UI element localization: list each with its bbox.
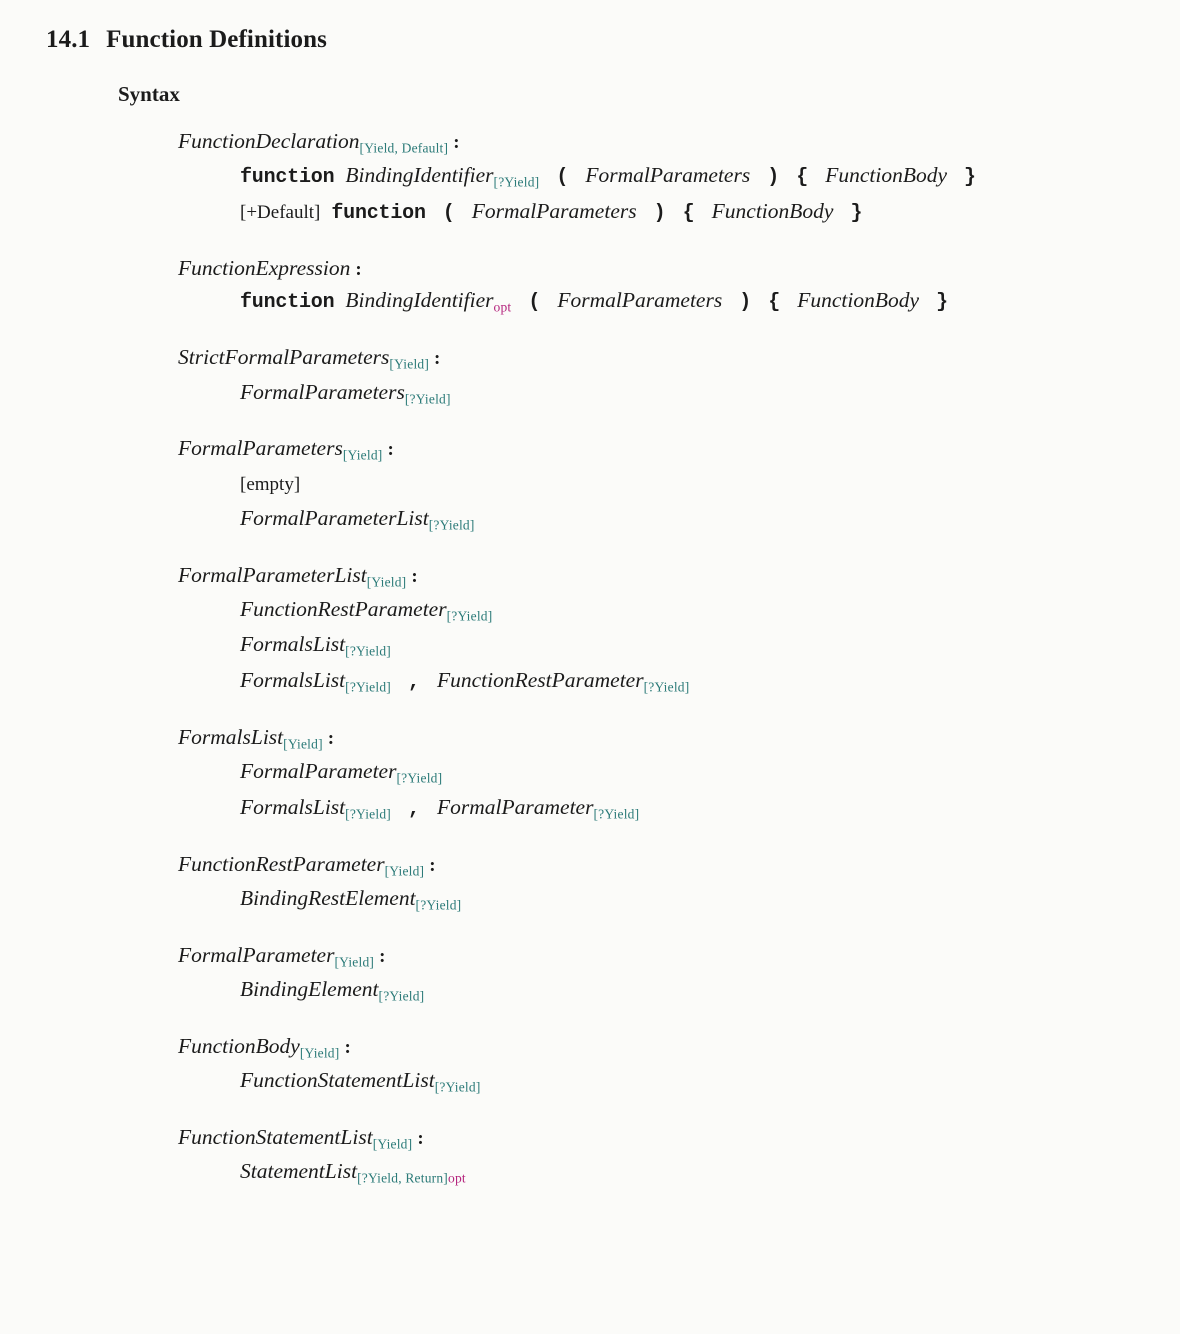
production-lhs	[178, 256, 1180, 281]
syntax-heading: Syntax	[118, 82, 180, 106]
parameter-subscript: [?Yield]	[434, 1079, 481, 1095]
grammar-production	[178, 436, 1180, 536]
terminal-punctuation: {	[768, 291, 781, 315]
grammar-production	[178, 1125, 1180, 1190]
production-alternative	[240, 1154, 1180, 1190]
terminal-punctuation: )	[767, 166, 780, 190]
production-colon: :	[327, 728, 335, 750]
grammar-production	[178, 256, 1180, 319]
terminal-punctuation: {	[682, 202, 695, 226]
parameter-subscript: [Yield]	[283, 736, 323, 752]
production-lhs	[178, 1034, 1180, 1061]
production-alternative	[240, 158, 1180, 194]
nonterminal-reference: FunctionRestParameter	[240, 596, 447, 621]
production-colon: :	[429, 854, 436, 876]
production-lhs	[178, 852, 1180, 879]
nonterminal-name: FunctionExpression	[178, 256, 351, 281]
grammar-modifier: [empty]	[240, 473, 301, 495]
production-lhs	[178, 436, 1180, 463]
terminal-keyword: function	[240, 166, 335, 190]
parameter-subscript: [?Yield]	[345, 679, 391, 695]
production-alternative	[240, 972, 1180, 1008]
nonterminal-reference: FormalParameters	[471, 199, 637, 224]
production-colon: :	[379, 945, 386, 967]
parameter-subscript: [?Yield]	[404, 390, 451, 406]
nonterminal-name: FunctionRestParameter	[178, 851, 385, 876]
production-colon: :	[453, 132, 460, 153]
parameter-subscript: [?Yield]	[345, 643, 391, 659]
parameter-subscript: [Yield]	[334, 954, 375, 970]
production-alternative	[240, 283, 1180, 319]
nonterminal-reference: FormalParameterList	[240, 505, 429, 530]
terminal-punctuation: (	[556, 166, 569, 190]
document-page	[0, 26, 1180, 1334]
terminal-punctuation: )	[739, 291, 752, 315]
production-alternative	[240, 375, 1180, 411]
grammar-production	[178, 129, 1180, 230]
nonterminal-reference: FormalParameters	[240, 379, 405, 404]
nonterminal-reference: FormalParameter	[240, 759, 397, 784]
nonterminal-reference: FunctionRestParameter	[437, 668, 644, 693]
production-colon: :	[387, 439, 394, 461]
nonterminal-reference: BindingElement	[240, 977, 379, 1002]
nonterminal-reference: BindingIdentifier	[345, 288, 494, 313]
nonterminal-reference: FormalsList	[240, 668, 346, 693]
terminal-keyword: function	[331, 202, 426, 226]
parameter-subscript: [?Yield, Return]	[357, 1170, 448, 1186]
nonterminal-name: FunctionBody	[178, 1033, 300, 1058]
nonterminal-reference: FormalsList	[240, 794, 346, 819]
parameter-subscript: [?Yield]	[493, 174, 540, 190]
terminal-punctuation: )	[653, 202, 666, 226]
production-alternative	[240, 881, 1180, 917]
production-alternative	[240, 592, 1180, 628]
nonterminal-name: FunctionStatementList	[178, 1124, 373, 1149]
terminal-keyword: function	[240, 291, 335, 315]
terminal-punctuation: }	[936, 291, 949, 315]
nonterminal-name: FunctionDeclaration	[178, 129, 360, 153]
production-alternative	[240, 790, 1180, 826]
terminal-punctuation: {	[796, 166, 809, 190]
parameter-subscript: [Yield]	[299, 1045, 340, 1061]
nonterminal-reference: BindingRestElement	[240, 886, 416, 911]
production-lhs	[178, 345, 1180, 372]
parameter-subscript: [?Yield]	[415, 897, 462, 913]
nonterminal-reference: FunctionStatementList	[240, 1068, 435, 1093]
grammar-production	[178, 725, 1180, 826]
parameter-subscript: [Yield]	[366, 573, 407, 589]
nonterminal-reference: BindingIdentifier	[345, 163, 494, 188]
production-colon: :	[355, 259, 362, 281]
nonterminal-reference: FunctionBody	[797, 288, 920, 313]
nonterminal-reference: FormalParameters	[585, 163, 751, 188]
production-lhs	[178, 1125, 1180, 1152]
production-lhs	[178, 943, 1180, 970]
nonterminal-name: FormalParameter	[178, 942, 335, 967]
nonterminal-reference: FormalsList	[240, 632, 346, 657]
parameter-subscript: [Yield]	[342, 447, 383, 463]
clause-number: 14.1	[46, 26, 91, 53]
nonterminal-name: FormalParameterList	[178, 562, 367, 587]
nonterminal-reference: FormalParameters	[557, 288, 723, 313]
terminal-punctuation: ,	[407, 671, 420, 695]
parameter-subscript: [Yield]	[384, 863, 425, 879]
parameter-subscript: [?Yield]	[428, 517, 475, 533]
production-alternative	[240, 663, 1180, 699]
parameter-subscript: [?Yield]	[446, 608, 493, 624]
production-lhs	[178, 725, 1180, 752]
nonterminal-name: StrictFormalParameters	[178, 345, 390, 370]
optional-subscript: opt	[493, 299, 512, 315]
terminal-punctuation: ,	[407, 797, 420, 821]
clause-title-text: Function Definitions	[106, 26, 327, 53]
parameter-subscript: [Yield]	[372, 1135, 413, 1151]
production-alternative	[240, 194, 1180, 230]
grammar-modifier: [+Default]	[240, 202, 321, 224]
parameter-subscript: [?Yield]	[378, 988, 425, 1004]
nonterminal-reference: StatementList	[240, 1158, 358, 1183]
nonterminal-reference: FunctionBody	[825, 163, 948, 188]
page-title	[46, 26, 1180, 54]
parameter-subscript: [?Yield]	[345, 806, 391, 822]
grammar-production	[178, 1034, 1180, 1099]
terminal-punctuation: (	[442, 202, 455, 226]
production-alternative	[240, 754, 1180, 790]
production-colon: :	[434, 348, 441, 370]
production-lhs	[178, 129, 1180, 156]
nonterminal-reference: FormalParameter	[437, 794, 594, 819]
grammar-productions	[178, 129, 1180, 1189]
production-colon: :	[411, 565, 418, 587]
production-alternative	[240, 501, 1180, 537]
production-alternative	[240, 466, 1180, 501]
parameter-subscript: [?Yield]	[643, 679, 690, 695]
nonterminal-name: FormalsList	[178, 725, 284, 750]
parameter-subscript: [?Yield]	[396, 770, 443, 786]
nonterminal-reference: FunctionBody	[711, 199, 834, 224]
grammar-production	[178, 943, 1180, 1008]
production-lhs	[178, 563, 1180, 590]
production-alternative	[240, 627, 1180, 663]
terminal-punctuation: (	[528, 291, 541, 315]
optional-subscript: opt	[448, 1170, 466, 1186]
parameter-subscript: [Yield, Default]	[359, 140, 449, 156]
production-colon: :	[344, 1036, 351, 1058]
parameter-subscript: [Yield]	[389, 356, 430, 372]
grammar-production	[178, 852, 1180, 917]
grammar-production	[178, 563, 1180, 699]
terminal-punctuation: }	[964, 166, 977, 190]
terminal-punctuation: }	[850, 202, 863, 226]
nonterminal-name: FormalParameters	[178, 436, 343, 461]
production-colon: :	[417, 1127, 424, 1149]
grammar-production	[178, 345, 1180, 410]
parameter-subscript: [?Yield]	[593, 806, 640, 822]
production-alternative	[240, 1063, 1180, 1099]
